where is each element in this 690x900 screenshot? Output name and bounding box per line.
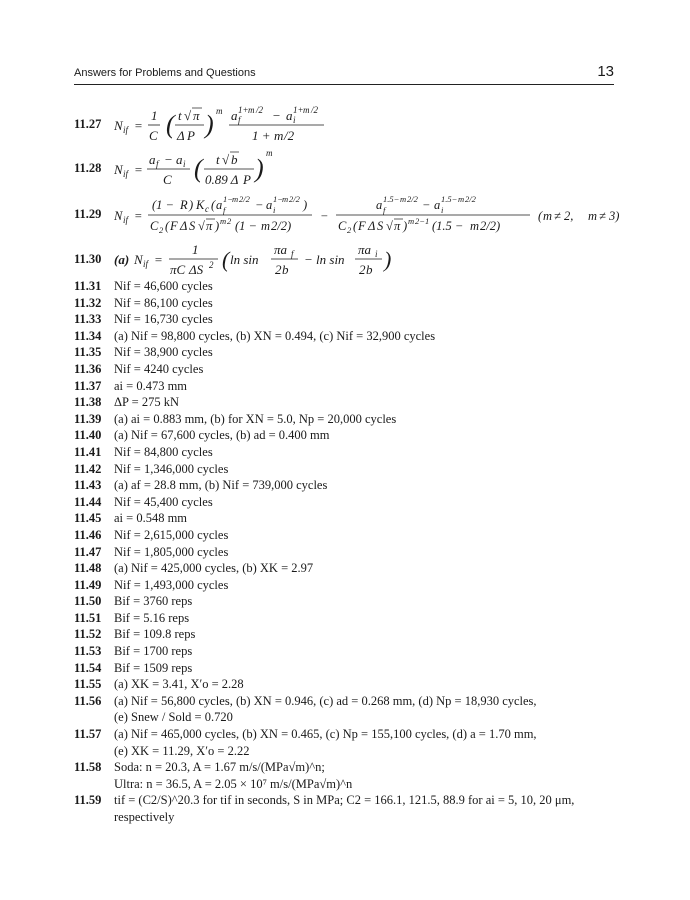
svg-text:f: f — [223, 205, 226, 215]
answer-number: 11.47 — [74, 544, 102, 559]
answer-text: Bif = 3760 reps — [114, 594, 193, 609]
answer-row — [74, 693, 620, 710]
answer-list — [74, 278, 620, 826]
svg-text:m: m — [266, 148, 273, 158]
svg-text:m: m — [303, 105, 310, 115]
svg-text:f: f — [383, 205, 386, 215]
svg-text:t: t — [216, 152, 220, 167]
svg-text:(: ( — [194, 154, 203, 183]
answer-row-continuation — [74, 809, 620, 826]
answer-text: Nif = 16,730 cycles — [114, 312, 213, 327]
svg-text:1+: 1+ — [293, 105, 304, 115]
equation-formula-11-30 — [114, 236, 454, 276]
answer-number — [74, 776, 114, 793]
answer-row — [74, 510, 620, 527]
answer-text: ΔP = 275 kN — [114, 395, 179, 410]
answer-number: 11.34 — [74, 328, 102, 343]
svg-text:m: m — [220, 216, 227, 226]
equation-11-30 — [74, 236, 650, 276]
svg-text:m: m — [274, 128, 284, 143]
answer-number: 11.41 — [74, 444, 102, 459]
answer-row — [74, 544, 620, 561]
svg-text:2: 2 — [159, 225, 164, 235]
answer-text: Nif = 1,493,000 cycles — [114, 577, 229, 592]
answer-number: 11.39 — [74, 411, 102, 426]
answer-number: 11.56 — [74, 693, 102, 708]
answer-row — [74, 461, 620, 478]
answer-number: 11.38 — [74, 395, 102, 410]
answer-number: 11.33 — [74, 312, 102, 327]
answer-text: respectively — [114, 810, 175, 824]
answer-text: Nif = 84,800 cycles — [114, 444, 213, 459]
svg-text:0.89 Δ: 0.89 Δ — [205, 172, 239, 187]
svg-text:2: 2 — [347, 225, 352, 235]
svg-text:2/2: 2/2 — [289, 194, 300, 204]
answer-number: 11.42 — [74, 461, 102, 476]
svg-text:≠ 2,: ≠ 2, — [554, 209, 574, 223]
svg-text:ΔS: ΔS — [189, 262, 204, 276]
svg-text:(: ( — [222, 247, 230, 272]
equation-number: 11.28 — [74, 161, 102, 175]
svg-text:1.5−: 1.5− — [441, 194, 458, 204]
answer-text: (a) Nif = 425,000 cycles, (b) XK = 2.97 — [114, 561, 314, 576]
svg-text:(: ( — [211, 198, 216, 212]
equation-formula-11-29 — [114, 190, 690, 236]
equation-number: 11.29 — [74, 207, 102, 221]
svg-text:N: N — [114, 118, 123, 133]
svg-text:if: if — [123, 215, 129, 225]
answer-text: (a) Nif = 465,000 cycles, (b) XN = 0.465, (c) Np = 155,100 cycles, (d) a = 1.70 mm, — [114, 727, 537, 742]
svg-text:): ) — [384, 247, 392, 272]
svg-text:/2: /2 — [311, 105, 319, 115]
answer-number: 11.57 — [74, 727, 102, 742]
svg-text:C: C — [149, 128, 158, 143]
svg-text:(1.5 −: (1.5 − — [432, 219, 464, 233]
svg-text:a: a — [434, 198, 441, 212]
svg-text:m: m — [543, 209, 553, 223]
answer-row-continuation — [74, 743, 620, 760]
answer-row — [74, 759, 620, 776]
answer-number: 11.45 — [74, 511, 102, 526]
svg-text:(a): (a) — [114, 252, 130, 267]
svg-text:−: − — [320, 209, 329, 223]
svg-text:S: S — [189, 219, 196, 233]
answer-text: Nif = 38,900 cycles — [114, 345, 213, 360]
svg-text:b: b — [231, 152, 238, 167]
svg-text:): ) — [303, 198, 308, 212]
svg-text:√: √ — [184, 108, 192, 123]
answer-text: (a) XK = 3.41, X′o = 2.28 — [114, 677, 244, 692]
svg-text:2−1: 2−1 — [415, 216, 430, 226]
svg-text:N: N — [114, 162, 123, 177]
svg-text:(1 −: (1 − — [152, 198, 174, 212]
svg-text:a: a — [149, 152, 156, 167]
svg-text:√: √ — [386, 219, 393, 233]
svg-text:2/2): 2/2) — [480, 219, 501, 233]
answer-number: 11.59 — [74, 793, 102, 808]
svg-text:a: a — [176, 152, 183, 167]
svg-text:2: 2 — [275, 262, 282, 276]
page-header — [74, 63, 614, 85]
answer-number: 11.55 — [74, 677, 102, 692]
svg-text:a: a — [266, 198, 273, 212]
answer-row — [74, 494, 620, 511]
equation-11-27 — [74, 100, 650, 144]
svg-text:1: 1 — [151, 108, 158, 123]
svg-text:i: i — [375, 249, 378, 259]
answer-text: Nif = 86,100 cycles — [114, 295, 213, 310]
svg-text:f: f — [238, 115, 241, 125]
svg-text:2: 2 — [209, 260, 214, 270]
answer-row — [74, 278, 620, 295]
svg-text:m: m — [408, 216, 415, 226]
svg-text:S: S — [377, 219, 384, 233]
svg-text:1 +: 1 + — [252, 128, 271, 143]
answer-row — [74, 394, 620, 411]
equation-number: 11.30 — [74, 252, 102, 266]
svg-text:c: c — [205, 204, 209, 214]
answer-row — [74, 378, 620, 395]
svg-text:=: = — [134, 209, 143, 223]
svg-text:=: = — [134, 162, 143, 177]
answer-row — [74, 411, 620, 428]
svg-text:2: 2 — [227, 216, 232, 226]
svg-text:if: if — [143, 259, 149, 269]
svg-text:i: i — [183, 159, 186, 169]
running-title: Answers for Problems and Questions — [74, 67, 256, 79]
svg-text:1.5−: 1.5− — [383, 194, 400, 204]
svg-text:C: C — [163, 172, 172, 187]
answer-number: 11.51 — [74, 610, 102, 625]
answer-row-continuation — [74, 776, 620, 793]
answer-number: 11.43 — [74, 478, 102, 493]
svg-text:1−: 1− — [273, 194, 283, 204]
svg-text:2/2): 2/2) — [271, 219, 292, 233]
answer-row — [74, 610, 620, 627]
svg-text:b: b — [282, 262, 289, 276]
svg-text:m: m — [588, 209, 598, 223]
svg-text:F: F — [358, 219, 366, 233]
answer-number: 11.53 — [74, 644, 102, 659]
answer-number: 11.48 — [74, 561, 102, 576]
svg-text:πa: πa — [274, 242, 288, 257]
answer-row — [74, 792, 620, 809]
answer-row — [74, 577, 620, 594]
svg-text:i: i — [293, 115, 296, 125]
svg-text:Δ: Δ — [368, 219, 376, 233]
svg-text:1+: 1+ — [238, 105, 249, 115]
answer-row — [74, 344, 620, 361]
answer-row — [74, 660, 620, 677]
answer-row — [74, 295, 620, 312]
answer-text: tif = (C2/S)^20.3 for tif in seconds, S in MPa; C2 = 166.1, 121.5, 88.9 for ai = 5, 10, 20 μm, — [114, 793, 575, 808]
answer-number: 11.58 — [74, 760, 102, 775]
svg-text:−: − — [255, 198, 264, 212]
svg-text:K: K — [196, 198, 205, 212]
svg-text:m: m — [470, 219, 480, 233]
svg-text:m: m — [282, 194, 289, 204]
answer-number — [74, 809, 114, 826]
answer-row — [74, 361, 620, 378]
answer-text: Nif = 1,805,000 cycles — [114, 544, 229, 559]
svg-text:− ln sin: − ln sin — [304, 252, 345, 267]
answer-number: 11.37 — [74, 378, 102, 393]
svg-text:=: = — [154, 252, 163, 267]
answer-number: 11.50 — [74, 594, 102, 609]
svg-text:N: N — [114, 209, 123, 223]
svg-text:if: if — [123, 169, 129, 179]
answer-row — [74, 527, 620, 544]
svg-text:if: if — [123, 125, 129, 135]
answer-number: 11.40 — [74, 428, 102, 443]
svg-text:1: 1 — [192, 242, 199, 257]
svg-text:π: π — [394, 219, 401, 233]
answer-row — [74, 427, 620, 444]
answer-text: ai = 0.548 mm — [114, 511, 188, 526]
answer-row — [74, 626, 620, 643]
svg-text:P: P — [187, 128, 195, 143]
svg-text:−: − — [272, 108, 281, 123]
answer-row — [74, 328, 620, 345]
answer-text: (a) Nif = 56,800 cycles, (b) XN = 0.946, (c) ad = 0.268 mm, (d) Np = 18,930 cycles, — [114, 693, 537, 708]
svg-text:b: b — [366, 262, 373, 276]
svg-text:(: ( — [538, 209, 543, 223]
svg-text:2/2: 2/2 — [465, 194, 476, 204]
svg-text:): ) — [255, 154, 264, 183]
svg-text:a: a — [231, 108, 238, 123]
answer-number: 11.31 — [74, 279, 102, 293]
answer-text: (a) Nif = 98,800 cycles, (b) XN = 0.494, (c) Nif = 32,900 cycles — [114, 328, 436, 343]
answer-number — [74, 709, 114, 726]
answer-text: (a) af = 28.8 mm, (b) Nif = 739,000 cycles — [114, 478, 328, 493]
equation-11-28 — [74, 144, 650, 188]
answer-text: Nif = 2,615,000 cycles — [114, 527, 229, 542]
answer-row — [74, 676, 620, 693]
answer-text: Bif = 1509 reps — [114, 660, 193, 675]
answer-number: 11.44 — [74, 494, 102, 509]
answer-row — [74, 477, 620, 494]
svg-text:): ) — [215, 219, 220, 233]
answer-number: 11.49 — [74, 577, 102, 592]
answer-number: 11.52 — [74, 627, 102, 642]
svg-text:√: √ — [222, 152, 230, 167]
svg-text:=: = — [134, 118, 143, 133]
svg-text:i: i — [441, 205, 444, 215]
svg-text:R: R — [180, 198, 188, 212]
answer-number: 11.32 — [74, 295, 102, 310]
answer-row-continuation — [74, 709, 620, 726]
svg-text:f: f — [156, 159, 159, 169]
svg-text:P: P — [243, 172, 251, 187]
svg-text:/2: /2 — [284, 128, 295, 143]
svg-text:m: m — [216, 106, 223, 116]
svg-text:/2: /2 — [256, 105, 264, 115]
answer-number: 11.35 — [74, 345, 102, 360]
svg-text:Δ: Δ — [180, 219, 188, 233]
equation-formula-11-28 — [114, 144, 374, 188]
answer-number: 11.36 — [74, 361, 102, 376]
answer-number: 11.54 — [74, 660, 102, 675]
answer-row — [74, 311, 620, 328]
answer-text: Bif = 1700 reps — [114, 644, 193, 659]
svg-text:−: − — [164, 152, 173, 167]
equation-number: 11.27 — [74, 117, 102, 131]
svg-text:a: a — [216, 198, 223, 212]
answer-text: Soda: n = 20.3, A = 1.67 m/s/(MPa√m)^n; — [114, 760, 325, 775]
svg-text:): ) — [205, 110, 214, 139]
svg-text:): ) — [403, 219, 408, 233]
svg-text:t: t — [178, 108, 182, 123]
answer-text: (a) Nif = 67,600 cycles, (b) ad = 0.400 mm — [114, 428, 330, 443]
svg-text:N: N — [134, 252, 143, 267]
svg-text:m: m — [400, 194, 407, 204]
equation-formula-11-27 — [114, 100, 414, 144]
svg-text:1−: 1− — [223, 194, 233, 204]
answer-text: Nif = 4240 cycles — [114, 361, 204, 376]
svg-text:f: f — [291, 249, 294, 259]
svg-text:(: ( — [353, 219, 358, 233]
svg-text:πa: πa — [358, 242, 372, 257]
svg-text:(: ( — [166, 110, 175, 139]
answer-text: Ultra: n = 36.5, A = 2.05 × 10⁷ m/s/(MPa√m)^n — [114, 776, 353, 791]
svg-text:2/2: 2/2 — [407, 194, 418, 204]
answer-row — [74, 560, 620, 577]
svg-text:m: m — [248, 105, 255, 115]
answer-text: (e) XK = 11.29, X′o = 2.22 — [114, 743, 250, 758]
answer-number — [74, 743, 114, 760]
svg-text:(1 −: (1 − — [235, 219, 257, 233]
answer-text: ai = 0.473 mm — [114, 378, 188, 393]
svg-text:F: F — [170, 219, 178, 233]
answer-text: Bif = 109.8 reps — [114, 627, 196, 642]
svg-text:2: 2 — [359, 262, 366, 276]
answer-row — [74, 643, 620, 660]
answer-row — [74, 593, 620, 610]
svg-text:): ) — [189, 198, 194, 212]
answer-text: (e) Snew / Sold = 0.720 — [114, 710, 233, 725]
svg-text:π: π — [193, 108, 200, 123]
svg-text:(: ( — [165, 219, 170, 233]
answer-text: Nif = 46,600 cycles — [114, 279, 213, 293]
svg-text:a: a — [376, 198, 383, 212]
answer-text: Nif = 45,400 cycles — [114, 494, 213, 509]
answer-row — [74, 726, 620, 743]
equation-11-29 — [74, 190, 650, 236]
svg-text:√: √ — [198, 219, 205, 233]
svg-text:m: m — [261, 219, 271, 233]
svg-text:π: π — [206, 219, 213, 233]
svg-text:2/2: 2/2 — [239, 194, 250, 204]
answer-row — [74, 444, 620, 461]
svg-text:Δ: Δ — [177, 128, 185, 143]
svg-text:πC: πC — [170, 262, 186, 276]
svg-text:i: i — [273, 205, 276, 215]
svg-text:m: m — [232, 194, 239, 204]
svg-text:C: C — [338, 219, 347, 233]
svg-text:m: m — [458, 194, 465, 204]
svg-text:C: C — [150, 219, 159, 233]
page-number: 13 — [597, 63, 614, 80]
svg-text:−: − — [422, 198, 431, 212]
answer-number: 11.46 — [74, 527, 102, 542]
svg-text:ln sin: ln sin — [230, 252, 259, 267]
svg-text:a: a — [286, 108, 293, 123]
answer-text: Nif = 1,346,000 cycles — [114, 461, 229, 476]
answer-text: Bif = 5.16 reps — [114, 610, 190, 625]
answer-text: (a) ai = 0.883 mm, (b) for XN = 5.0, Np = 20,000 cycles — [114, 411, 397, 426]
svg-text:≠ 3): ≠ 3) — [599, 209, 620, 223]
